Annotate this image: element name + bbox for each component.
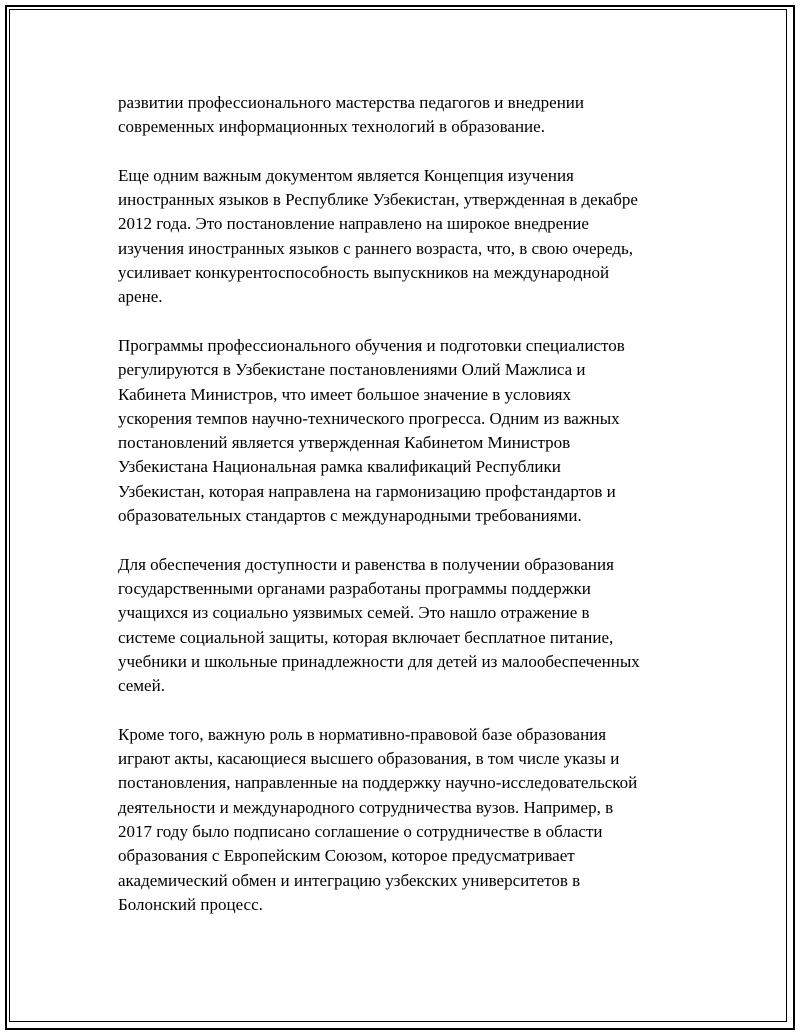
- text-line: развитии профессионального мастерства педагогов и внедрении: [118, 93, 585, 112]
- text-line: изучения иностранных языков с раннего возраста, что, в свою очередь,: [118, 238, 634, 258]
- text-line: семей.: [118, 676, 165, 696]
- text-line: Узбекистан, которая направлена на гармонизацию профстандартов и: [118, 481, 616, 501]
- text-line: 2017 году было подписано соглашение о сотрудничестве в области: [118, 821, 603, 841]
- text-line: ускорения темпов научно-технического прогресса. Одним из важных: [118, 408, 620, 428]
- text-line: Еще одним важным документом является Концепция изучения: [118, 165, 574, 185]
- text-line: иностранных языков в Республике Узбекистан, утвержденная в декабре: [118, 190, 638, 210]
- text-line: Кроме того, важную роль в нормативно-правовой базе образования: [118, 724, 607, 744]
- text-line: регулируются в Узбекистане постановлениями Олий Мажлиса и: [118, 360, 586, 380]
- text-line: играют акты, касающиеся высшего образования, в том числе указы и: [118, 749, 620, 769]
- text-line: академический обмен и интеграцию узбекских университетов в: [118, 870, 581, 890]
- paragraph: [118, 91, 698, 140]
- text-line: образования с Европейским Союзом, которое предусматривает: [118, 846, 575, 866]
- text-line: деятельности и международного сотрудничества вузов. Например, в: [118, 797, 614, 817]
- paragraph: [118, 334, 698, 528]
- text-line: усиливает конкурентоспособность выпускников на международной: [118, 263, 610, 283]
- text-line: Болонский процесс.: [118, 894, 263, 914]
- text-line: Для обеспечения доступности и равенства в получении образования: [118, 554, 614, 574]
- text-line: 2012 года. Это постановление направлено на широкое внедрение: [118, 214, 589, 234]
- text-line: постановлений является утвержденная Кабинетом Министров: [118, 433, 571, 453]
- text-line: современных информационных технологий в образование.: [118, 117, 545, 137]
- paragraph: [118, 553, 698, 699]
- text-line: постановления, направленные на поддержку научно-исследовательской: [118, 773, 638, 793]
- paragraph: [118, 723, 698, 917]
- text-line: Кабинета Министров, что имеет большое значение в условиях: [118, 384, 571, 404]
- text-line: Программы профессионального обучения и подготовки специалистов: [118, 335, 625, 355]
- text-line: государственными органами разработаны программы поддержки: [118, 578, 591, 598]
- text-line: учебники и школьные принадлежности для детей из малообеспеченных: [118, 651, 640, 671]
- text-line: учащихся из социально уязвимых семей. Это нашло отражение в: [118, 603, 590, 623]
- text-line: арене.: [118, 287, 163, 307]
- paragraph: [118, 164, 698, 310]
- text-line: системе социальной защиты, которая включает бесплатное питание,: [118, 627, 614, 647]
- text-line: образовательных стандартов с международными требованиями.: [118, 506, 582, 526]
- document-body: [118, 91, 698, 941]
- text-line: Узбекистана Национальная рамка квалификаций Республики: [118, 457, 561, 477]
